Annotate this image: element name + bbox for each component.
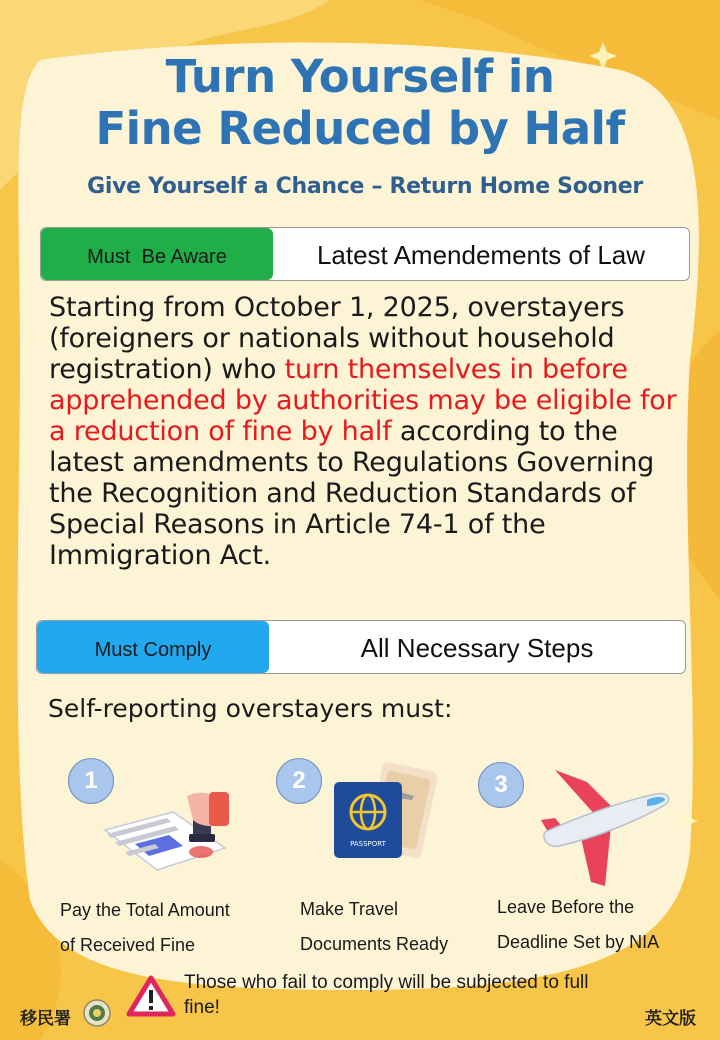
step-1-line-2: of Received Fine — [60, 935, 196, 955]
step-2-line-2: Documents Ready — [300, 934, 449, 954]
step-3-number: 3 — [478, 762, 524, 808]
section-bar-steps — [36, 620, 686, 674]
step-3-line-2: Deadline Set by NIA — [497, 932, 660, 952]
warning-text: Those who fail to comply will be subjected to full fine! — [184, 972, 589, 1018]
step-2-number: 2 — [276, 758, 322, 804]
latest-amendments-heading: Latest Amendements of Law — [316, 240, 646, 270]
version-label: 英文版 — [645, 1009, 696, 1028]
step-1-line-1: Pay the Total Amount — [60, 900, 230, 920]
step-3-line-1: Leave Before the — [497, 897, 635, 917]
paragraph-text-1: Starting from October 1, 2025, overstayers (foreigners or nationals without household registration) who — [49, 292, 625, 385]
subtitle: Give Yourself a Chance – Return Home Sooner — [87, 174, 643, 199]
passport-icon — [330, 762, 440, 862]
must-comply-tag: Must Comply — [37, 621, 269, 673]
title-line-2: Fine Reduced by Half — [95, 102, 625, 155]
step-1-label — [60, 893, 230, 963]
step-3-label — [497, 890, 659, 960]
payment-form-icon — [95, 790, 235, 880]
paragraph-highlight: turn themselves in before apprehended by authorities may be eligible for a reduction of fine by half — [49, 354, 677, 447]
step-2-line-1: Make Travel — [300, 899, 399, 919]
step-1-number: 1 — [68, 758, 114, 804]
steps-lead: Self-reporting overstayers must: — [48, 694, 453, 723]
agency-name: 移民署 — [20, 1009, 71, 1028]
agency-seal-icon — [82, 998, 112, 1028]
amendment-paragraph — [49, 292, 699, 571]
section-bar-law — [40, 227, 690, 281]
svg-text:PASSPORT: PASSPORT — [350, 840, 386, 848]
airplane-icon — [535, 760, 675, 890]
title-line-1: Turn Yourself in — [165, 50, 555, 103]
must-be-aware-tag: Must Be Aware — [41, 228, 273, 280]
necessary-steps-heading: All Necessary Steps — [360, 633, 594, 663]
warning-icon — [126, 975, 176, 1017]
step-2-label — [300, 892, 448, 962]
paragraph-text-2: according to the latest amendments to Regulations Governing the Recognition and Reduction Standards of Special Reasons in Article 74-1 of the Immigration Act. — [49, 416, 655, 571]
